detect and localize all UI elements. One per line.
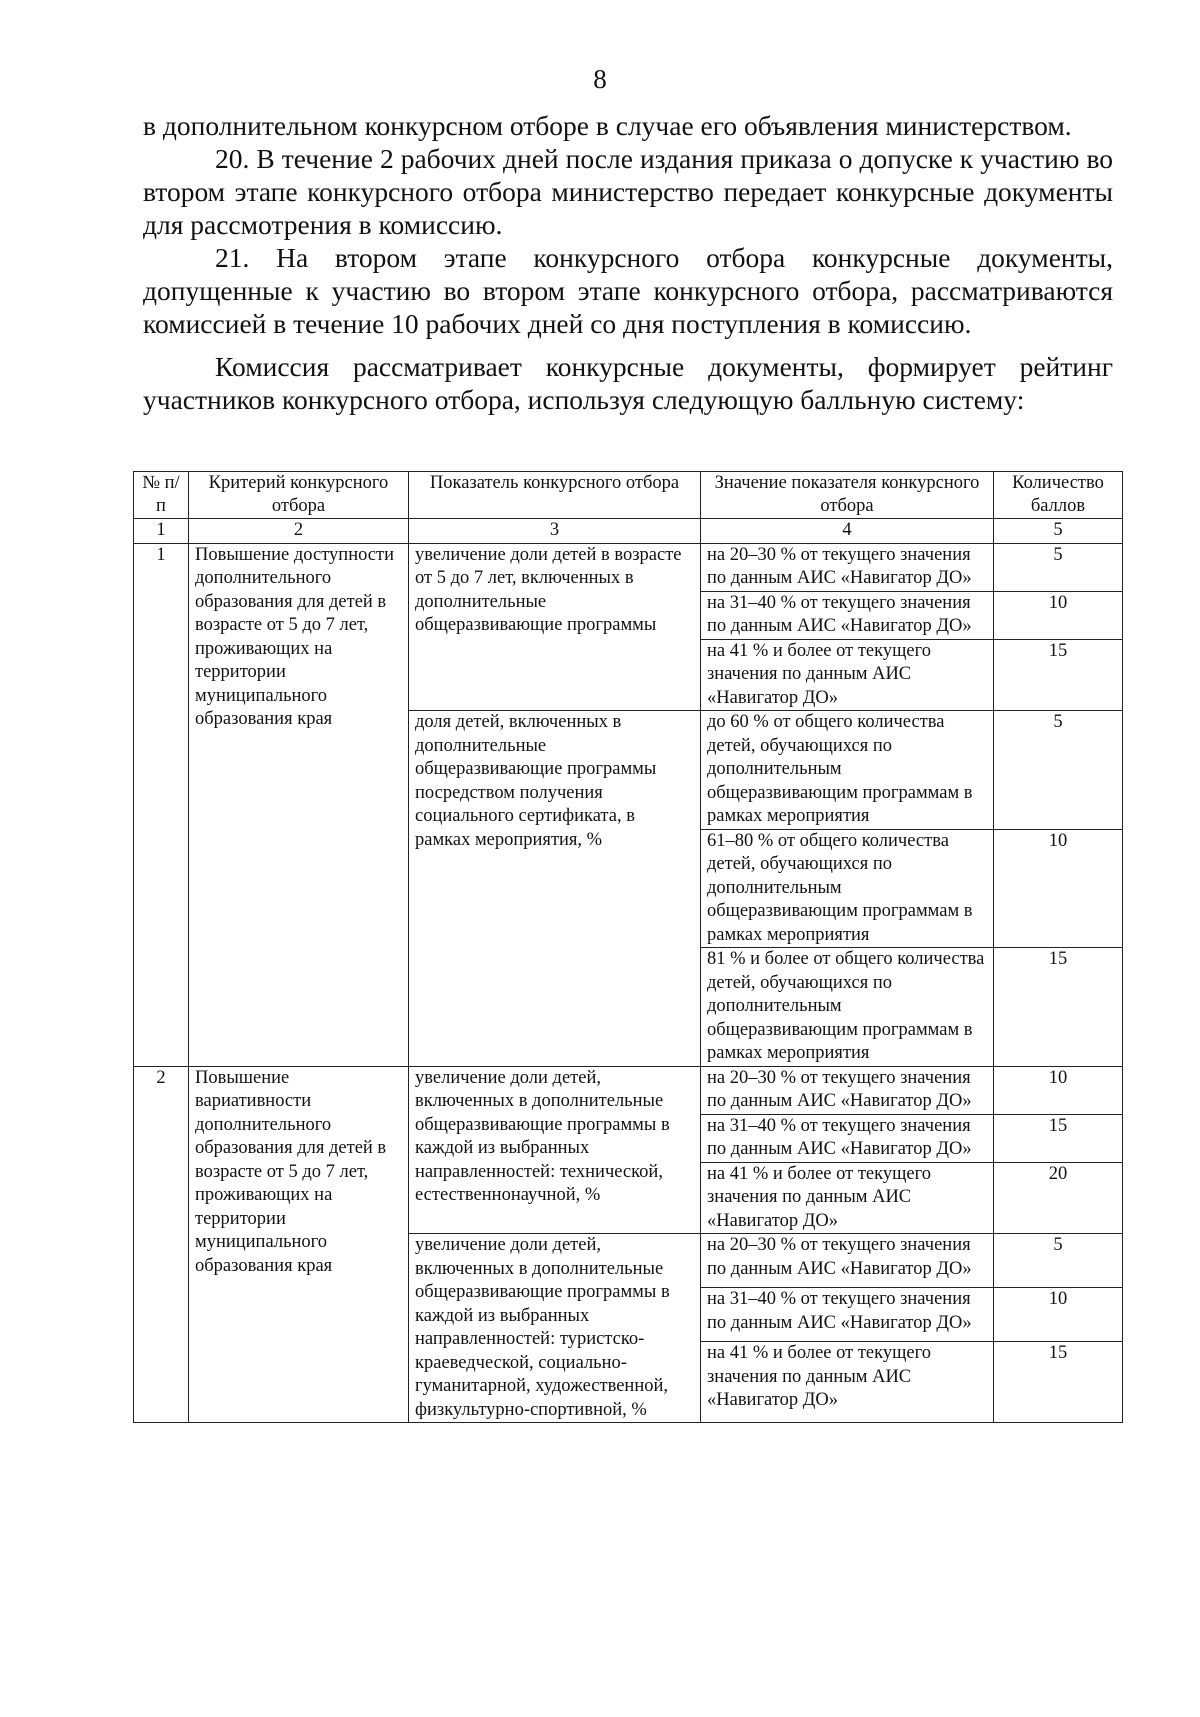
- points-value: 5: [994, 1234, 1123, 1288]
- points-value: 5: [994, 543, 1123, 591]
- indicator-value: на 20–30 % от текущего значения по данным АИС «Навигатор ДО»: [701, 543, 994, 591]
- points-value: 10: [994, 1066, 1123, 1114]
- scoring-table: [133, 471, 1123, 1423]
- header-num: № п/п: [134, 472, 189, 519]
- indicator-value: на 41 % и более от текущего значения по данным АИС «Навигатор ДО»: [701, 639, 994, 711]
- paragraph-commission: Комиссия рассматривает конкурсные документы, формирует рейтинг участников конкурсного отбора, используя следующую балльную систему:: [143, 351, 1113, 415]
- indicator-value: на 41 % и более от текущего значения по данным АИС «Навигатор ДО»: [701, 1162, 994, 1234]
- points-value: 10: [994, 591, 1123, 639]
- indicator-name: увеличение доли детей, включенных в дополнительные общеразвивающие программы в каждой из выбранных направленностей: технической, естественнонаучной, %: [409, 1066, 701, 1234]
- header-value: Значение показателя конкурсного отбора: [701, 472, 994, 519]
- header-points: Количество баллов: [994, 472, 1123, 519]
- header-criterion: Критерий конкурсного отбора: [189, 472, 409, 519]
- indicator-value: до 60 % от общего количества детей, обучающихся по дополнительным общеразвивающим программам в рамках мероприятия: [701, 711, 994, 830]
- criterion-number: 2: [134, 1066, 189, 1423]
- points-value: 10: [994, 1288, 1123, 1342]
- criterion-name: Повышение вариативности дополнительного образования для детей в возрасте от 5 до 7 лет, проживающих на территории муниципального образования края: [189, 1066, 409, 1423]
- col-number: 1: [134, 519, 189, 544]
- indicator-value: 61–80 % от общего количества детей, обучающихся по дополнительным общеразвивающим программам в рамках мероприятия: [701, 829, 994, 948]
- indicator-value: на 41 % и более от текущего значения по данным АИС «Навигатор ДО»: [701, 1342, 994, 1423]
- column-numbers-row: [134, 519, 1123, 544]
- paragraph-20: 20. В течение 2 рабочих дней после издания приказа о допуске к участию во втором этапе конкурсного отбора министерство передает конкурсные документы для рассмотрения в комиссию.: [143, 143, 1113, 240]
- table-row: [134, 543, 1123, 591]
- col-number: 4: [701, 519, 994, 544]
- col-number: 5: [994, 519, 1123, 544]
- points-value: 15: [994, 948, 1123, 1067]
- points-value: 10: [994, 829, 1123, 948]
- indicator-value: на 31–40 % от текущего значения по данным АИС «Навигатор ДО»: [701, 591, 994, 639]
- indicator-value: на 31–40 % от текущего значения по данным АИС «Навигатор ДО»: [701, 1288, 994, 1342]
- paragraph-continuation: в дополнительном конкурсном отборе в случае его объявления министерством.: [143, 110, 1072, 141]
- table-row: [134, 1066, 1123, 1114]
- page-number: 8: [593, 64, 607, 94]
- body-text: [143, 109, 1113, 416]
- criterion-number: 1: [134, 543, 189, 1066]
- col-number: 3: [409, 519, 701, 544]
- points-value: 5: [994, 711, 1123, 830]
- indicator-name: увеличение доли детей в возрасте от 5 до 7 лет, включенных в дополнительные общеразвивающие программы: [409, 543, 701, 711]
- table-header-row: [134, 472, 1123, 519]
- indicator-value: на 20–30 % от текущего значения по данным АИС «Навигатор ДО»: [701, 1234, 994, 1288]
- criterion-name: Повышение доступности дополнительного образования для детей в возрасте от 5 до 7 лет, проживающих на территории муниципального образования края: [189, 543, 409, 1066]
- indicator-name: доля детей, включенных в дополнительные общеразвивающие программы посредством получения социального сертификата, в рамках мероприятия, %: [409, 711, 701, 1067]
- points-value: 15: [994, 1114, 1123, 1162]
- points-value: 20: [994, 1162, 1123, 1234]
- indicator-name: увеличение доли детей, включенных в дополнительные общеразвивающие программы в каждой из выбранных направленностей: туристско-краеведческой, социально-гуманитарной, художественной, физкультурно-спортивной, %: [409, 1234, 701, 1423]
- indicator-value: на 20–30 % от текущего значения по данным АИС «Навигатор ДО»: [701, 1066, 994, 1114]
- header-indicator: Показатель конкурсного отбора: [409, 472, 701, 519]
- points-value: 15: [994, 1342, 1123, 1423]
- col-number: 2: [189, 519, 409, 544]
- points-value: 15: [994, 639, 1123, 711]
- indicator-value: на 31–40 % от текущего значения по данным АИС «Навигатор ДО»: [701, 1114, 994, 1162]
- indicator-value: 81 % и более от общего количества детей, обучающихся по дополнительным общеразвивающим программам в рамках мероприятия: [701, 948, 994, 1067]
- paragraph-21: 21. На втором этапе конкурсного отбора конкурсные документы, допущенные к участию во втором этапе конкурсного отбора, рассматриваются комиссией в течение 10 рабочих дней со дня поступления в комиссию.: [143, 242, 1113, 339]
